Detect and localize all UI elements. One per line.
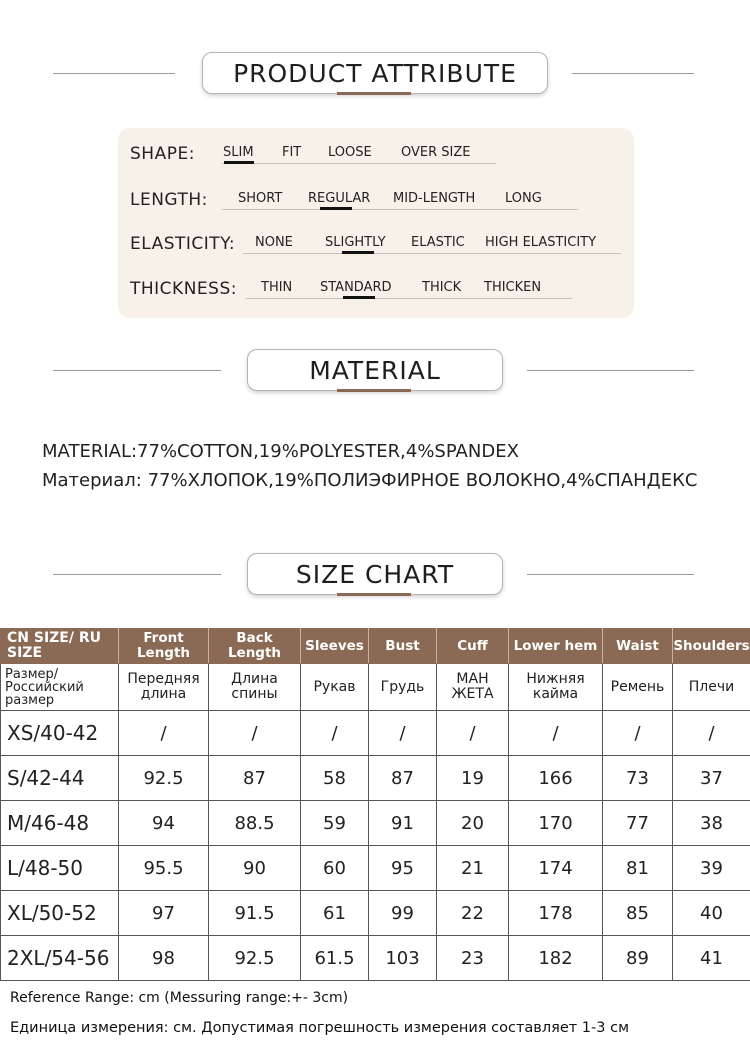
attribute-baseline xyxy=(243,253,621,254)
divider-right xyxy=(527,574,694,575)
table-cell: 59 xyxy=(301,801,369,846)
column-header: Cuff xyxy=(437,629,509,664)
table-cell: XL/50-52 xyxy=(1,891,119,936)
column-header-ru: Передняя длина xyxy=(119,664,209,711)
table-cell: 73 xyxy=(603,756,673,801)
divider-left xyxy=(53,73,175,74)
column-header-ru: Грудь xyxy=(369,664,437,711)
table-header-row-ru xyxy=(1,664,750,711)
title-underline xyxy=(337,389,411,392)
reference-note-ru: Единица измерения: см. Допустимая погрешность измерения составляет 1-3 см xyxy=(10,1020,630,1036)
table-cell: 37 xyxy=(673,756,750,801)
attribute-option: SLIM xyxy=(223,145,254,160)
table-header-row xyxy=(1,629,750,664)
attribute-option: LOOSE xyxy=(328,145,372,160)
attribute-option: MID-LENGTH xyxy=(393,191,476,206)
column-header: Shoulders xyxy=(673,629,750,664)
table-row xyxy=(1,936,750,981)
column-header-ru: Нижняя кайма xyxy=(509,664,603,711)
table-cell: 58 xyxy=(301,756,369,801)
attribute-option: OVER SIZE xyxy=(401,145,471,160)
table-row xyxy=(1,801,750,846)
table-row xyxy=(1,891,750,936)
table-cell: 92.5 xyxy=(209,936,301,981)
selected-marker xyxy=(320,207,352,210)
column-header-ru: Размер/ Российский размер xyxy=(1,664,119,711)
column-header-ru: Рукав xyxy=(301,664,369,711)
table-cell: / xyxy=(301,711,369,756)
attribute-option: FIT xyxy=(282,145,302,160)
title-underline xyxy=(337,92,411,95)
attribute-label: SHAPE: xyxy=(130,144,195,164)
table-cell: 60 xyxy=(301,846,369,891)
attribute-baseline xyxy=(246,298,572,299)
size-chart-table xyxy=(0,628,750,981)
table-cell: 94 xyxy=(119,801,209,846)
column-header-ru: Плечи xyxy=(673,664,750,711)
table-cell: / xyxy=(437,711,509,756)
table-cell: 21 xyxy=(437,846,509,891)
table-cell: 92.5 xyxy=(119,756,209,801)
attribute-row-shape xyxy=(130,142,630,172)
table-cell: 174 xyxy=(509,846,603,891)
table-cell: / xyxy=(673,711,750,756)
attribute-baseline xyxy=(222,163,496,164)
material-composition-ru: Материал: 77%ХЛОПОК,19%ПОЛИЭФИРНОЕ ВОЛОКНО,4%СПАНДЕКС xyxy=(42,470,698,491)
column-header: Sleeves xyxy=(301,629,369,664)
table-cell: 89 xyxy=(603,936,673,981)
section-title-attribute-text: PRODUCT ATTRIBUTE xyxy=(233,59,517,88)
attribute-option: THIN xyxy=(261,280,293,295)
table-cell: 87 xyxy=(369,756,437,801)
attribute-row-thickness xyxy=(130,277,630,307)
table-cell: 61 xyxy=(301,891,369,936)
column-header: CN SIZE/ RU SIZE xyxy=(1,629,119,664)
divider-left xyxy=(53,574,221,575)
table-cell: 98 xyxy=(119,936,209,981)
table-cell: XS/40-42 xyxy=(1,711,119,756)
attribute-row-elasticity xyxy=(130,232,630,262)
attribute-option: ELASTIC xyxy=(411,235,465,250)
table-cell: S/42-44 xyxy=(1,756,119,801)
column-header: Bust xyxy=(369,629,437,664)
table-cell: 77 xyxy=(603,801,673,846)
table-cell: 19 xyxy=(437,756,509,801)
table-cell: 178 xyxy=(509,891,603,936)
table-cell: / xyxy=(209,711,301,756)
column-header: Waist xyxy=(603,629,673,664)
attribute-option: REGULAR xyxy=(308,191,371,206)
table-cell: 39 xyxy=(673,846,750,891)
table-cell: 97 xyxy=(119,891,209,936)
column-header: Lower hem xyxy=(509,629,603,664)
table-row xyxy=(1,756,750,801)
column-header-ru: МАН ЖЕТА xyxy=(437,664,509,711)
table-cell: 182 xyxy=(509,936,603,981)
table-cell: 95 xyxy=(369,846,437,891)
table-cell: / xyxy=(119,711,209,756)
table-cell: 90 xyxy=(209,846,301,891)
table-cell: 87 xyxy=(209,756,301,801)
table-cell: 170 xyxy=(509,801,603,846)
table-cell: / xyxy=(509,711,603,756)
reference-note-en: Reference Range: cm (Messuring range:+- 3cm) xyxy=(10,990,349,1006)
attribute-option: STANDARD xyxy=(320,280,392,295)
selected-marker xyxy=(224,161,254,164)
table-cell: 61.5 xyxy=(301,936,369,981)
column-header-ru: Длина спины xyxy=(209,664,301,711)
selected-marker xyxy=(343,296,375,299)
table-cell: M/46-48 xyxy=(1,801,119,846)
attribute-baseline xyxy=(222,209,578,210)
table-cell: 22 xyxy=(437,891,509,936)
table-row xyxy=(1,711,750,756)
selected-marker xyxy=(342,251,374,254)
column-header: Front Length xyxy=(119,629,209,664)
material-composition-en: MATERIAL:77%COTTON,19%POLYESTER,4%SPANDEX xyxy=(42,441,519,462)
attribute-label: ELASTICITY: xyxy=(130,234,236,254)
table-cell: 95.5 xyxy=(119,846,209,891)
table-cell: 2XL/54-56 xyxy=(1,936,119,981)
table-cell: 40 xyxy=(673,891,750,936)
divider-right xyxy=(572,73,694,74)
table-cell: 91 xyxy=(369,801,437,846)
section-title-attribute xyxy=(202,52,548,94)
attribute-row-length xyxy=(130,188,630,218)
table-cell: L/48-50 xyxy=(1,846,119,891)
attribute-option: THICK xyxy=(422,280,462,295)
table-cell: 99 xyxy=(369,891,437,936)
section-title-size-chart-text: SIZE CHART xyxy=(295,560,455,589)
title-underline xyxy=(337,593,411,596)
table-cell: 38 xyxy=(673,801,750,846)
table-cell: 103 xyxy=(369,936,437,981)
section-title-size-chart xyxy=(247,553,503,595)
attribute-option: NONE xyxy=(255,235,293,250)
table-cell: / xyxy=(603,711,673,756)
column-header: Back Length xyxy=(209,629,301,664)
attribute-option: SLIGHTLY xyxy=(325,235,386,250)
table-cell: 81 xyxy=(603,846,673,891)
attribute-option: HIGH ELASTICITY xyxy=(485,235,597,250)
table-cell: 20 xyxy=(437,801,509,846)
table-cell: 85 xyxy=(603,891,673,936)
attribute-option: SHORT xyxy=(238,191,283,206)
column-header-ru: Ремень xyxy=(603,664,673,711)
section-title-material xyxy=(247,349,503,391)
table-cell: / xyxy=(369,711,437,756)
attribute-label: THICKNESS: xyxy=(130,279,237,299)
table-cell: 41 xyxy=(673,936,750,981)
table-cell: 88.5 xyxy=(209,801,301,846)
divider-left xyxy=(53,370,221,371)
table-row xyxy=(1,846,750,891)
attribute-panel xyxy=(118,128,634,318)
table-cell: 23 xyxy=(437,936,509,981)
divider-right xyxy=(527,370,694,371)
attribute-option: THICKEN xyxy=(484,280,542,295)
table-cell: 91.5 xyxy=(209,891,301,936)
table-cell: 166 xyxy=(509,756,603,801)
section-title-material-text: MATERIAL xyxy=(309,356,441,385)
attribute-label: LENGTH: xyxy=(130,190,208,210)
attribute-option: LONG xyxy=(505,191,542,206)
